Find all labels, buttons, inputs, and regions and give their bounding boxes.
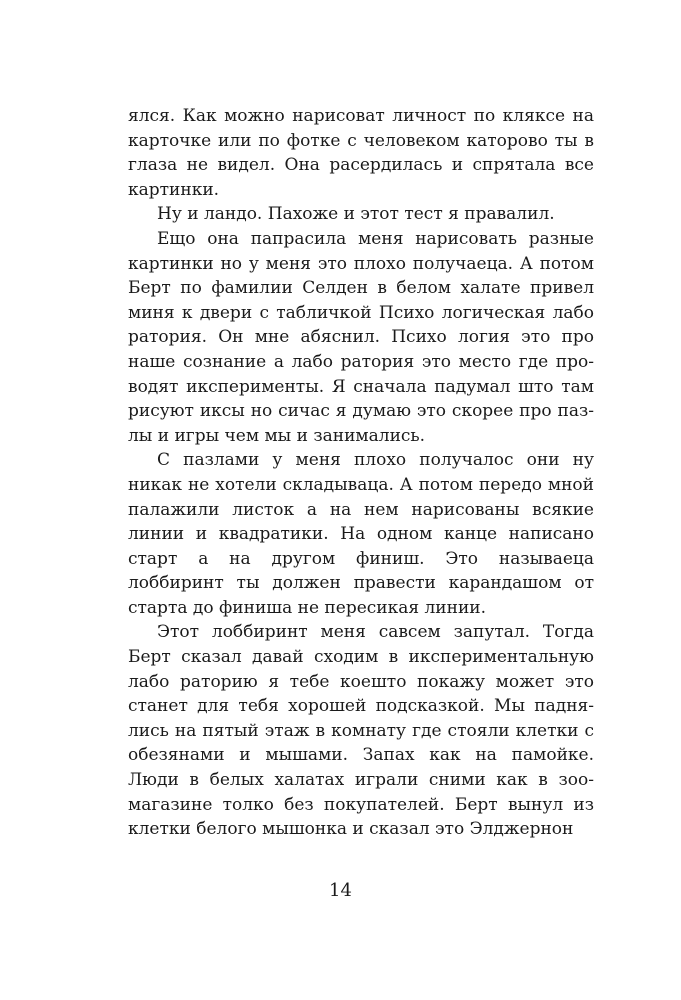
page-number: 14 [329, 880, 352, 901]
body-text [128, 104, 594, 842]
paragraph: С пазлами у меня плохо получалос они ну никак не хотели складываца. А потом передо мной палажили листок а на нем нарисованы всякие линии и квадратики. На одном канце написано старт а на другом финиш. Это называеца лоббиринт ты должен правести карандашом от старта до финиша не пересикая линии. [128, 450, 594, 618]
paragraph: Ещо она папрасила меня нарисовать разные картинки но у меня это плохо получаеца. А потом Берт по фамилии Селден в белом халате привел миня к двери с табличкой Психо логическая лабо ратория. Он мне абяснил. Психо логия это про наше сознание а лабо ратория это место где проводят иксперименты. Я сначала падумал што там рисуют иксы но сичас я думаю это скорее про пазлы и игры чем мы и занимались. [128, 228, 594, 446]
paragraph: Ну и ландо. Пахоже и этот тест я правалил. [157, 204, 555, 225]
paragraph: Этот лоббиринт меня савсем запутал. Тогда Берт сказал давай сходим в икспериментальную лабо раторию я тебе коешто покажу может это станет для тебя хорошей подсказкой. Мы паднялись на пятый этаж в комнату где стояли клетки с обезянами и мышами. Запах как на памойке. Люди в белых халатах играли сними как в зоомагазине толко без покупателей. Берт вынул из клетки белого мышонка и сказал это Элджернон [128, 622, 594, 840]
paragraph-continued: ялся. Как можно нарисоват личност по кляксе на карточке или по фотке с человеком каторово ты в глаза не видел. Она расердилась и спрятала все картинки. [128, 106, 594, 200]
